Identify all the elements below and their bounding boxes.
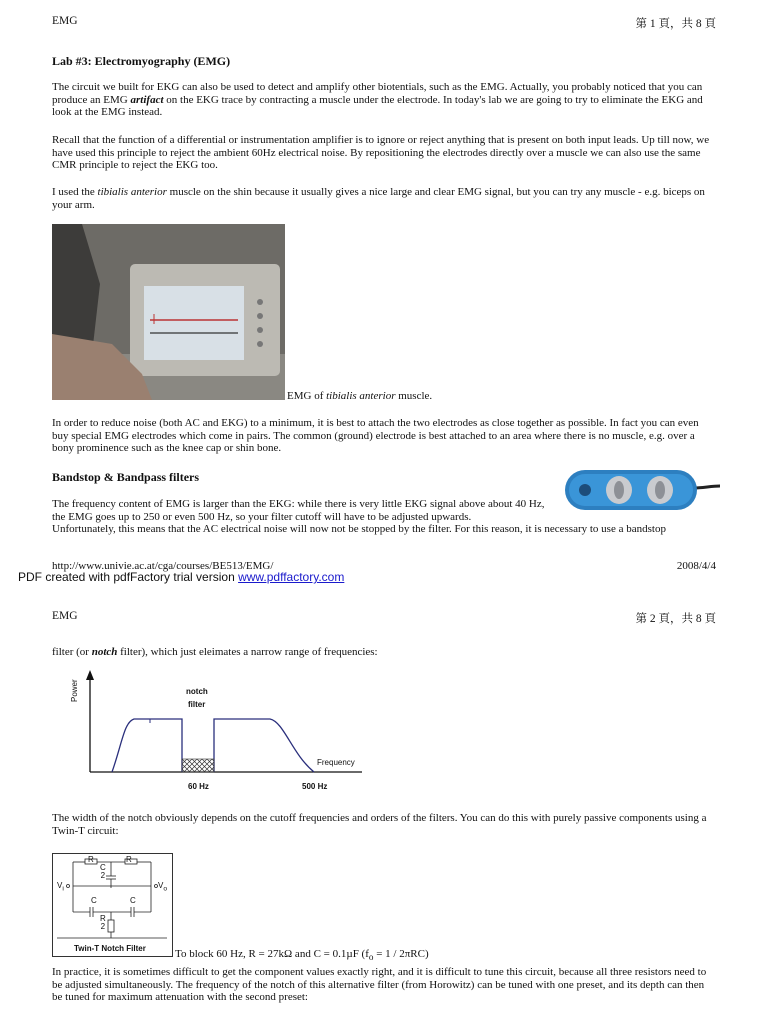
muscle-paragraph: I used the tibialis anterior muscle on the shin because it usually gives a nice large and clear EMG signal, but you can try any muscle - e.g. biceps on your arm.: [52, 186, 705, 211]
page2-header-left: EMG: [52, 610, 78, 622]
notch-intro-line: filter (or notch filter), which just eleimates a narrow range of frequencies:: [52, 646, 378, 658]
twin-t-vo: $V_o$: [158, 881, 168, 893]
emg-electrode-pair-image: [565, 466, 720, 514]
twin-t-r-left: R: [88, 855, 94, 864]
tuning-paragraph: In practice, it is sometimes difficult to get the component values exactly right, and it is difficult to tune this circuit, because all three resistors need to be adjusted simultaneously. The frequency of the notch of this alternative filter (from Horowitz) can be tuned with one preset, and its depth can then be tuned for maximum attenuation with the second preset:: [52, 966, 707, 1003]
notch-filter-figure: [52, 664, 372, 799]
notch-filter-diagram: [52, 664, 372, 799]
page-title: Lab #3: Electromyography (EMG): [52, 54, 231, 68]
twin-t-c-left: C: [91, 896, 97, 905]
frequency-axis-label: Frequency: [317, 758, 355, 767]
twin-t-c-right: C: [130, 896, 136, 905]
twin-t-title: Twin-T Notch Filter: [74, 944, 146, 953]
oscilloscope-image: [52, 224, 285, 400]
emg-oscilloscope-photo: [52, 224, 285, 400]
twin-t-schematic: [53, 854, 172, 956]
power-axis-label: Power: [70, 679, 79, 702]
twin-t-vi: $V_i$: [57, 881, 64, 893]
electrode-paragraph: In order to reduce noise (both AC and EKG) to a minimum, it is best to attach the two electrodes as close together as possible. In fact you can even buy special EMG electrodes which come in pairs. The common (ground) electrode is best attached to an area where there is no muscle, e.g. over a bony prominence such as the knee cap or shin bone.: [52, 417, 699, 454]
page2-header-page-count: 第 2 頁，共 8 頁: [635, 613, 716, 625]
tick-60hz: 60 Hz: [188, 782, 209, 791]
electrode-icon: [565, 466, 720, 514]
filter-label: filter: [188, 700, 206, 709]
footer-url: http://www.univie.ac.at/cga/courses/BE513/EMG/: [52, 560, 274, 572]
section-heading-filters: Bandstop & Bandpass filters: [52, 470, 200, 484]
twin-t-circuit-figure: [52, 853, 173, 957]
notch-label: notch: [186, 687, 208, 696]
frequency-paragraph: The frequency content of EMG is larger than the EKG: while there is very little EKG signal above about 40 Hz, the EMG goes up to 250 or even 500 Hz, so your filter cutoff will have to be adjusted upwards.: [52, 498, 545, 523]
intro-paragraph: The circuit we built for EKG can also be used to detect and amplify other biotentials, such as the EMG. Actually, you probably noticed that you can produce an EMG artifact on the EKG trace by contracting a muscle under the electrode. In today's lab we are going to try to eliminate the EKG and look at the EMG instead.: [52, 81, 703, 118]
tick-500hz: 500 Hz: [302, 782, 328, 791]
pdf-created-banner: PDF created with pdfFactory trial version www.pdffactory.com: [18, 570, 345, 584]
twin-t-c-half: C 2: [100, 863, 106, 880]
footer-date: 2008/4/4: [676, 560, 716, 572]
page1-header-page-count: 第 1 頁，共 8 頁: [635, 18, 716, 30]
pdffactory-link[interactable]: www.pdffactory.com: [238, 570, 345, 584]
bandstop-paragraph: Unfortunately, this means that the AC electrical noise will now not be stopped by the filter. For this reason, it is necessary to use a bandstop: [52, 523, 666, 535]
twin-t-paragraph: The width of the notch obviously depends on the cutoff frequencies and orders of the filters. You can do this with purely passive components using a Twin-T circuit:: [52, 812, 707, 837]
photo-caption: EMG of tibialis anterior muscle.: [287, 390, 433, 402]
twin-t-r-right: R: [126, 855, 132, 864]
page1-header-left: EMG: [52, 15, 78, 27]
component-values-text: To block 60 Hz, R = 27kΩ and C = 0.1µF $(f_o = 1 / 2\pi RC)$: [175, 948, 429, 963]
cmr-paragraph: Recall that the function of a differential or instrumentation amplifier is to ignore or reject anything that is present on both input leads. Up till now, we have used this principle to reject the ambient 60Hz electrical noise. By repositioning the electrodes directly over a muscle we can also use the same CMR principle to reject the EKG too.: [52, 134, 710, 171]
twin-t-r-half: R 2: [100, 914, 106, 931]
